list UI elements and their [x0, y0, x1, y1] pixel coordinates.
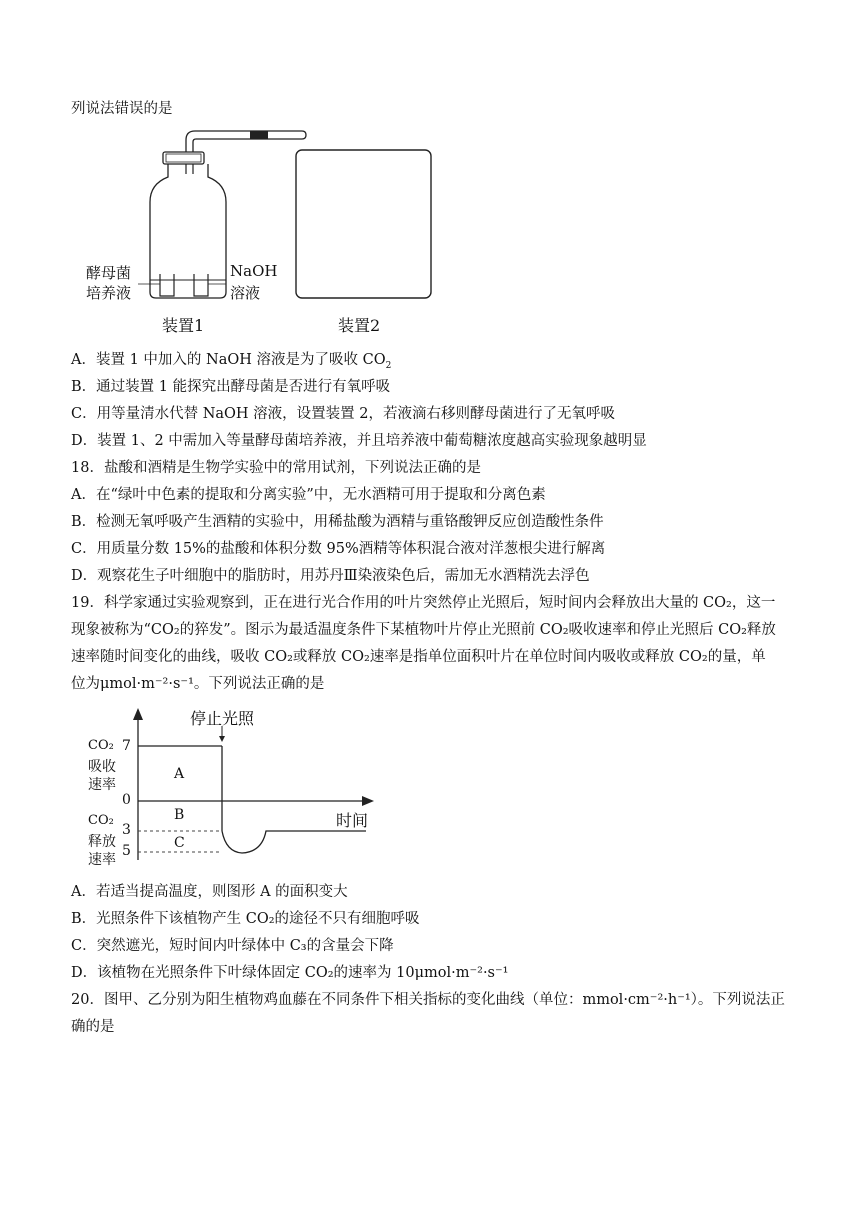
tick-7: 7: [122, 738, 131, 754]
q19-stem-line1: 19．科学家通过实验观察到，正在进行光合作用的叶片突然停止光照后，短时间内会释放出大量的 CO₂，这一: [71, 595, 776, 611]
tick-3: 3: [122, 822, 131, 838]
q17-option-c: C．用等量清水代替 NaOH 溶液，设置装置 2，若液滴右移则酵母菌进行了无氧呼吸: [71, 406, 616, 422]
stop-light-label: 停止光照: [190, 709, 255, 728]
bottle: [150, 164, 226, 298]
tick-0: 0: [122, 792, 131, 808]
q17-option-b: B．通过装置 1 能探究出酵母菌是否进行有氧呼吸: [71, 379, 391, 395]
q19-option-a: A．若适当提高温度，则图形 A 的面积变大: [71, 884, 348, 900]
y-upper-label-absorb: 吸收: [88, 759, 116, 775]
glass-tube: [186, 131, 306, 152]
y-upper-label-co2: CO₂: [88, 738, 114, 753]
y-lower-label-rate: 速率: [88, 852, 116, 868]
q19-option-b: B．光照条件下该植物产生 CO₂的途径不只有细胞呼吸: [71, 911, 420, 927]
q18-stem: 18．盐酸和酒精是生物学实验中的常用试剂，下列说法正确的是: [71, 460, 481, 476]
q19-stem-line3: 速率随时间变化的曲线，吸收 CO₂或释放 CO₂速率是指单位面积叶片在单位时间内吸收或释放 CO₂的量，单: [71, 649, 766, 665]
question-stem-fragment: 列说法错误的是: [71, 101, 173, 117]
x-axis-arrow: [362, 796, 374, 806]
q20-stem-line2: 确的是: [71, 1019, 115, 1035]
region-a-label: A: [174, 766, 185, 782]
tick-5: 5: [122, 843, 131, 859]
x-axis-label: 时间: [336, 811, 369, 830]
device1-caption: 装置1: [162, 316, 205, 335]
device-figure: [0, 122, 860, 342]
label-yeast: 酵母菌: [86, 264, 132, 282]
naoh-cup: [194, 274, 208, 296]
y-lower-label-release: 释放: [88, 834, 116, 850]
y-lower-label-co2: CO₂: [88, 813, 114, 828]
q18-option-a: A．在“绿叶中色素的提取和分离实验”中，无水酒精可用于提取和分离色素: [71, 487, 546, 503]
label-naoh: NaOH: [230, 262, 278, 280]
y-upper-label-rate: 速率: [88, 777, 116, 793]
region-b-label: B: [174, 807, 185, 823]
liquid-droplet: [250, 131, 268, 139]
device2-box: [296, 150, 431, 298]
q20-stem-line1: 20．图甲、乙分别为阳生植物鸡血藤在不同条件下相关指标的变化曲线（单位：mmol·cm⁻²·h⁻¹）。下列说法正: [71, 992, 785, 1008]
label-culture: 培养液: [86, 284, 132, 302]
q18-option-b: B．检测无氧呼吸产生酒精的实验中，用稀盐酸为酒精与重铬酸钾反应创造酸性条件: [71, 514, 604, 530]
q19-stem-line4: 位为μmol·m⁻²·s⁻¹。下列说法正确的是: [71, 676, 325, 692]
q19-option-c: C．突然遮光，短时间内叶绿体中 C₃的含量会下降: [71, 938, 394, 954]
device2-caption: 装置2: [338, 316, 381, 335]
culture-cup: [160, 274, 174, 296]
release-curve: [222, 831, 366, 853]
q17-option-d: D．装置 1、2 中需加入等量酵母菌培养液，并且培养液中葡萄糖浓度越高实验现象越明显: [71, 433, 647, 449]
q17-option-a: A．装置 1 中加入的 NaOH 溶液是为了吸收 $CO_2$: [71, 352, 392, 371]
label-solution: 溶液: [230, 284, 261, 302]
q18-option-d: D．观察花生子叶细胞中的脂肪时，用苏丹Ⅲ染液染色后，需加无水酒精洗去浮色: [71, 568, 590, 584]
y-axis-arrow: [133, 708, 143, 720]
q19-stem-line2: 现象被称为“CO₂的猝发”。图示为最适温度条件下某植物叶片停止光照前 CO₂吸收速率和停止光照后 CO₂释放: [71, 622, 776, 638]
region-c-label: C: [174, 835, 185, 851]
q19-option-d: D．该植物在光照条件下叶绿体固定 CO₂的速率为 10μmol·m⁻²·s⁻¹: [71, 965, 509, 981]
q18-option-c: C．用质量分数 15%的盐酸和体积分数 95%酒精等体积混合液对洋葱根尖进行解离: [71, 541, 606, 557]
